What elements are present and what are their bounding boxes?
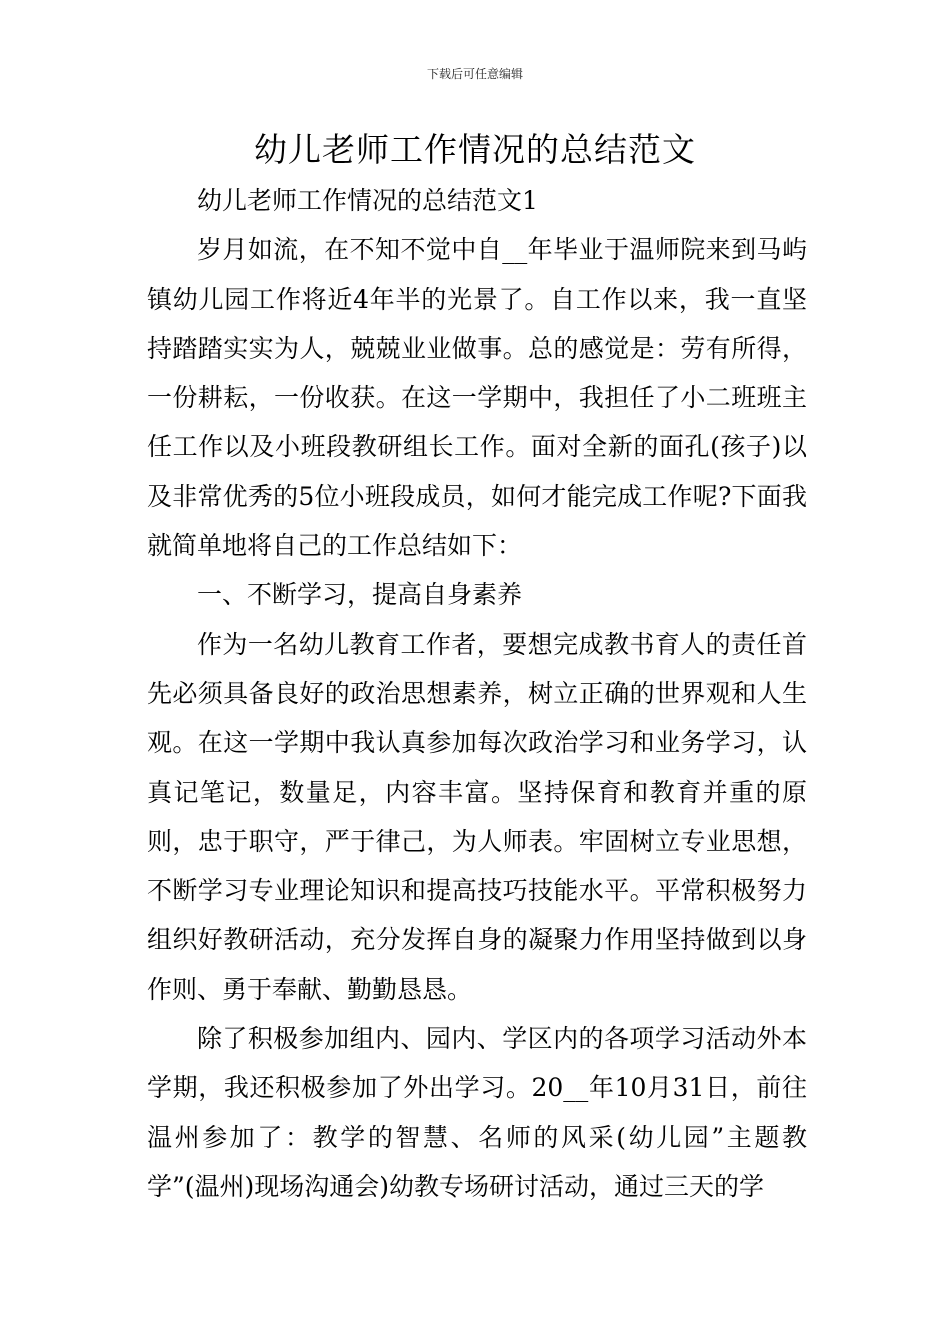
section-heading: 一、不断学习，提高自身素养 (197, 580, 523, 610)
document-title: 幼儿老师工作情况的总结范文 (254, 130, 696, 169)
body-paragraph: 岁月如流，在不知不觉中自__年毕业于温师院来到马屿镇幼儿园工作将近4年半的光景了。自工作以来，我一直坚持踏踏实实为人，兢兢业业做事。总的感觉是：劳有所得，一份耕耘，一份收获。在这一学期中，我担任了小二班班主任工作以及小班段教研组长工作。面对全新的面孔(孩子)以及非常优秀的5位小班段成员，如何才能完成工作呢?下面我就简单地将自己的工作总结如下： (147, 235, 807, 561)
body-paragraph: 除了积极参加组内、园内、学区内的各项学习活动外本学期，我还积极参加了外出学习。20__年10月31日，前往温州参加了：教学的智慧、名师的风采(幼儿园”主题教学”(温州)现场沟通会)幼教专场研讨活动，通过三天的学 (147, 1024, 807, 1201)
document-body (147, 176, 807, 1211)
header-note: 下载后可任意编辑 (426, 67, 523, 81)
body-paragraph: 作为一名幼儿教育工作者，要想完成教书育人的责任首先必须具备良好的政治思想素养，树立正确的世界观和人生观。在这一学期中我认真参加每次政治学习和业务学习，认真记笔记，数量足，内容丰富。坚持保育和教育并重的原则，忠于职守，严于律己，为人师表。牢固树立专业思想，不断学习专业理论知识和提高技巧技能水平。平常积极努力组织好教研活动，充分发挥自身的凝聚力作用坚持做到以身作则、勇于奉献、勤勤恳恳。 (147, 629, 807, 1004)
subtitle-paragraph: 幼儿老师工作情况的总结范文1 (197, 186, 538, 215)
